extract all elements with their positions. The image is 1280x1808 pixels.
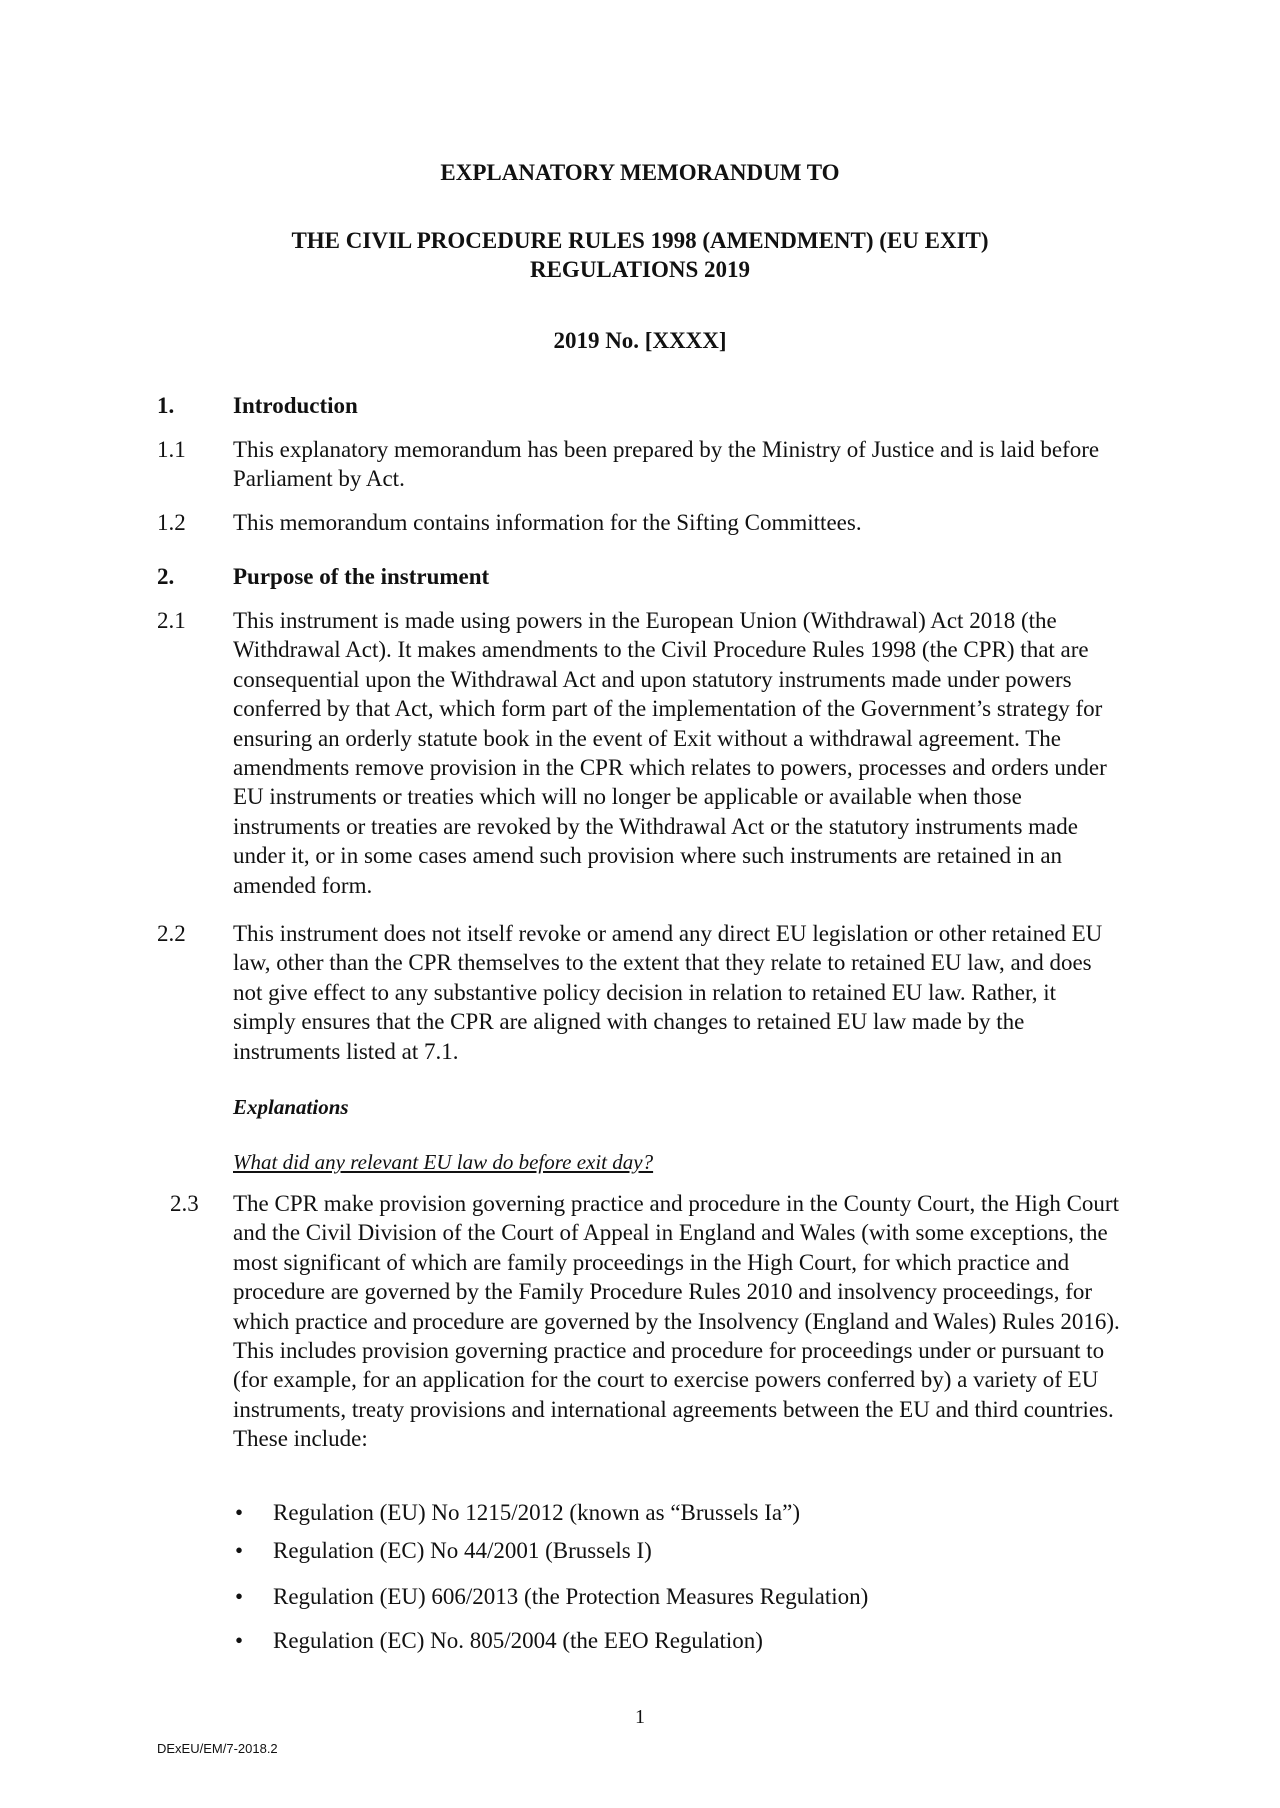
para-2-2-text: This instrument does not itself revoke or amend any direct EU legislation or other retained EU law, other than the CPR themselves to the extent that they relate to retained EU law, and does not give effect to any substantive policy decision in relation to retained EU law. Rather, it simply ensures that the CPR are aligned with changes to retained EU law made by the instruments listed at 7.1. bbox=[233, 921, 1103, 1064]
para-2-1-number: 2.1 bbox=[157, 608, 186, 633]
para-2-3-text: The CPR make provision governing practice and procedure in the County Court, the High Court and the Civil Division of the Court of Appeal in England and Wales (with some exceptions, the most significant of which are family proceedings in the High Court, for which practice and procedure are governed by the Family Procedure Rules 2010 and insolvency proceedings, for which practice and procedure are governed by the Insolvency (England and Wales) Rules 2016). This includes provision governing practice and procedure for proceedings under or pursuant to (for example, for an application for the court to exercise powers conferred by) a variety of EU instruments, treaty provisions and international agreements between the EU and third countries. These include: bbox=[233, 1191, 1120, 1452]
section-1-number: 1. bbox=[157, 393, 175, 418]
memo-heading: EXPLANATORY MEMORANDUM TO bbox=[440, 160, 840, 185]
para-1-1-text: This explanatory memorandum has been prepared by the Ministry of Justice and is laid before Parliament by Act. bbox=[233, 437, 1100, 492]
explanations-subheading: Explanations bbox=[233, 1095, 349, 1119]
question-subheading: What did any relevant EU law do before exit day? bbox=[233, 1150, 654, 1174]
bullet-icon: • bbox=[235, 1628, 244, 1653]
document-reference: DExEU/EM/7-2018.2 bbox=[157, 1741, 278, 1756]
para-1-1-number: 1.1 bbox=[157, 437, 186, 462]
section-1-title: Introduction bbox=[233, 393, 358, 418]
bullet-icon: • bbox=[235, 1584, 244, 1609]
eu-instruments-list bbox=[233, 1498, 868, 1664]
regulation-title-line1: THE CIVIL PROCEDURE RULES 1998 (AMENDMENT) (EU EXIT) bbox=[291, 228, 989, 253]
bullet-icon: • bbox=[235, 1538, 244, 1563]
instrument-number: 2019 No. [XXXX] bbox=[553, 328, 727, 353]
para-2-2-number: 2.2 bbox=[157, 921, 186, 946]
list-item: • Regulation (EU) No 1215/2012 (known as “Brussels Ia”) bbox=[235, 1500, 800, 1525]
list-item: • Regulation (EC) No 44/2001 (Brussels I) bbox=[235, 1538, 652, 1563]
para-1-2-number: 1.2 bbox=[157, 510, 186, 535]
regulation-title-line2: REGULATIONS 2019 bbox=[529, 257, 751, 282]
para-2-1-text: This instrument is made using powers in the European Union (Withdrawal) Act 2018 (the Withdrawal Act). It makes amendments to the Civil Procedure Rules 1998 (the CPR) that are consequential upon the Withdrawal Act and upon statutory instruments made under powers conferred by that Act, which form part of the implementation of the Government’s strategy for ensuring an orderly statute book in the event of Exit without a withdrawal agreement. The amendments remove provision in the CPR which relates to powers, processes and orders under EU instruments or treaties which will no longer be applicable or available when those instruments or treaties are revoked by the Withdrawal Act or the statutory instruments made under it, or in some cases amend such provision where such instruments are retained in an amended form. bbox=[233, 608, 1107, 898]
list-item: • Regulation (EC) No. 805/2004 (the EEO Regulation) bbox=[235, 1628, 763, 1653]
section-2-title: Purpose of the instrument bbox=[233, 564, 490, 589]
list-item: • Regulation (EU) 606/2013 (the Protection Measures Regulation) bbox=[235, 1584, 869, 1609]
bullet-icon: • bbox=[235, 1500, 244, 1525]
page-number: 1 bbox=[635, 1706, 645, 1728]
para-2-3-number: 2.3 bbox=[170, 1191, 199, 1216]
section-2-number: 2. bbox=[157, 564, 175, 589]
para-1-2-text: This memorandum contains information for the Sifting Committees. bbox=[233, 510, 862, 535]
